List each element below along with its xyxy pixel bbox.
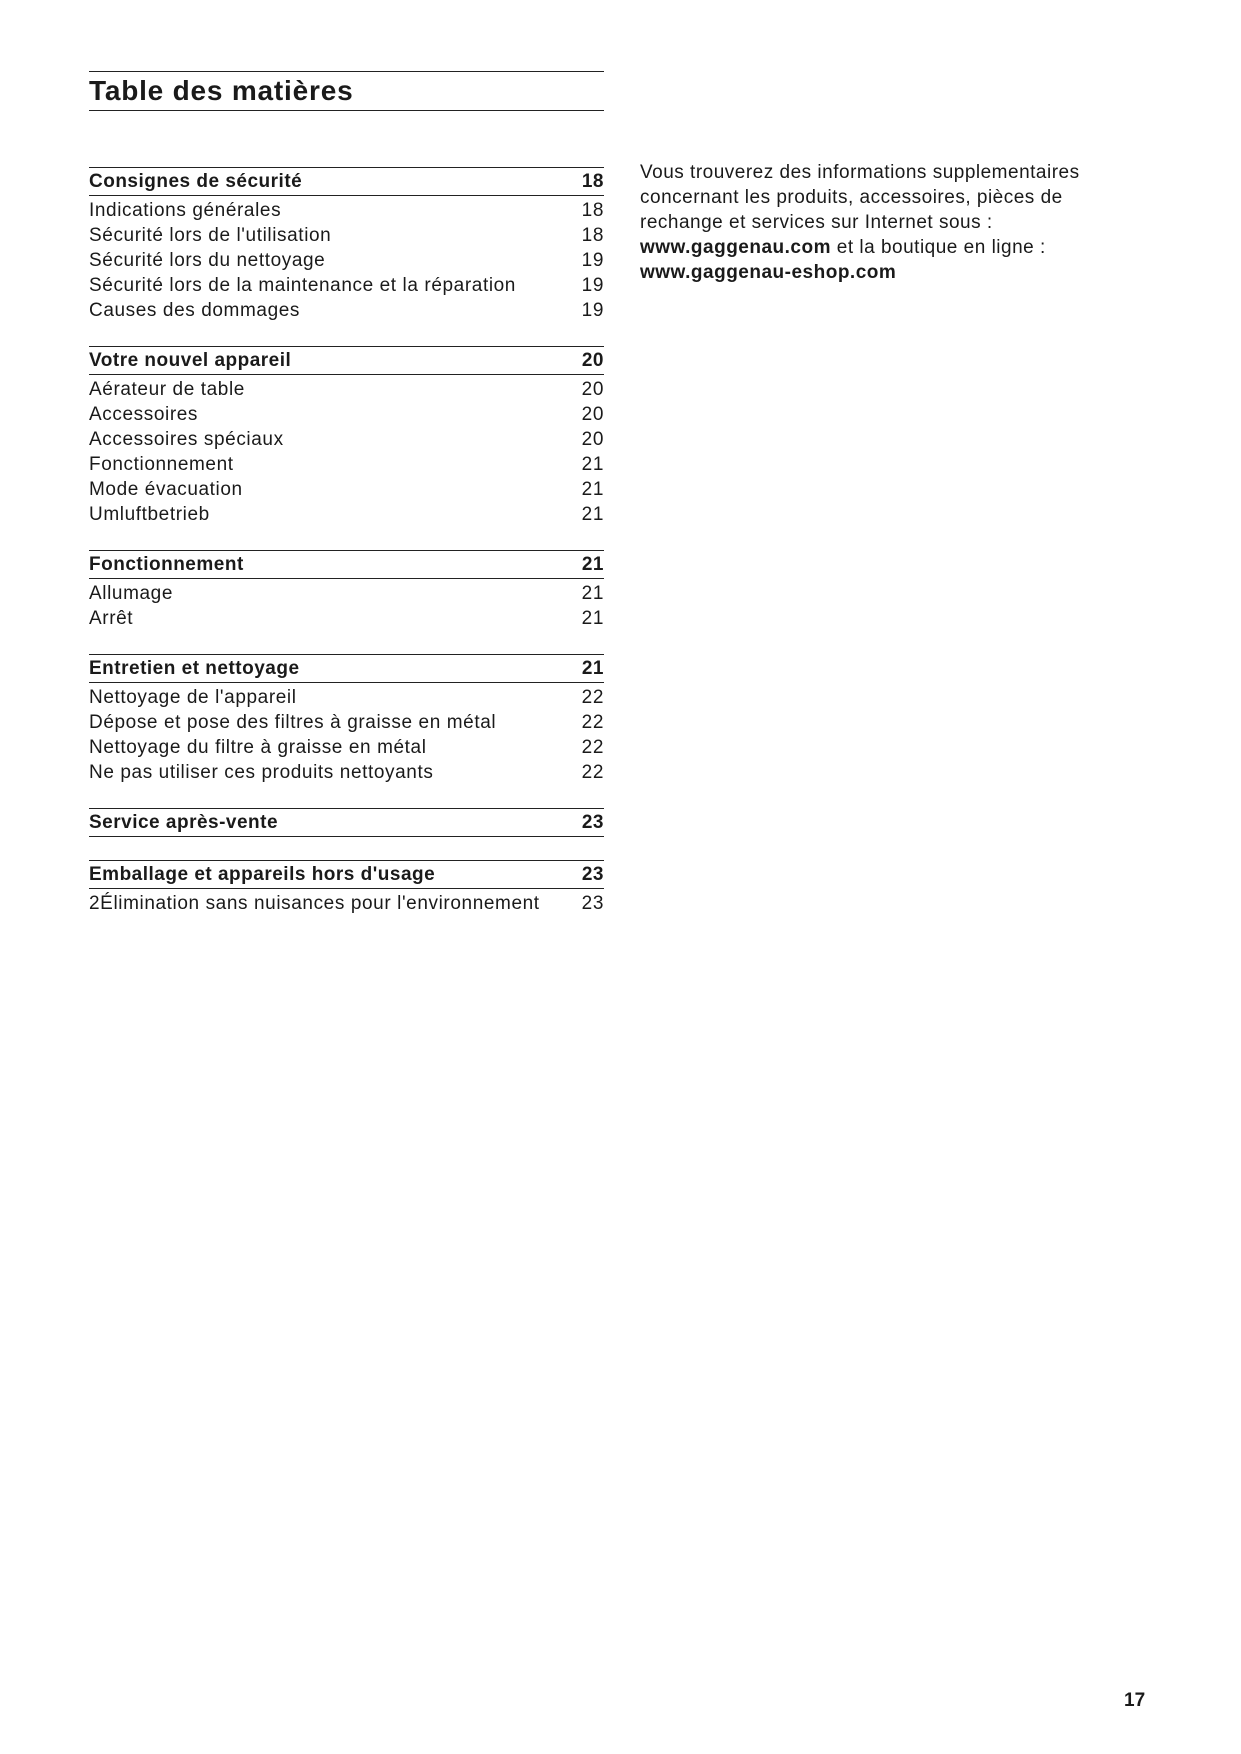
toc-entry-label: 2Élimination sans nuisances pour l'environnement — [89, 892, 540, 914]
toc-entry-label: Umluftbetrieb — [89, 503, 210, 525]
website-link[interactable]: www.gaggenau.com — [640, 237, 831, 258]
toc-section — [89, 654, 604, 785]
toc-entry-page: 21 — [581, 582, 604, 604]
toc-entry-label: Causes des dommages — [89, 299, 301, 321]
toc-entry-page: 21 — [581, 607, 604, 629]
toc-entry-page: 22 — [581, 711, 604, 733]
eshop-link[interactable]: www.gaggenau-eshop.com — [640, 262, 897, 283]
toc-entry[interactable] — [89, 402, 604, 427]
toc-entry-page: 18 — [581, 224, 604, 246]
toc-entry-label: Mode évacuation — [89, 478, 243, 500]
toc-section-heading[interactable] — [89, 654, 604, 683]
toc-entry-label: Allumage — [89, 582, 174, 604]
toc-heading-page: 23 — [581, 811, 604, 833]
toc-entry[interactable] — [89, 891, 604, 916]
toc-entry-page: 22 — [581, 761, 604, 783]
toc-entry-page: 22 — [581, 736, 604, 758]
toc-entry[interactable] — [89, 735, 604, 760]
toc-section-heading[interactable] — [89, 808, 604, 837]
toc-entry-page: 21 — [581, 478, 604, 500]
toc-heading-page: 21 — [581, 657, 604, 679]
page-title: Table des matières — [89, 75, 354, 106]
toc-entry-label: Fonctionnement — [89, 453, 234, 475]
title-block — [89, 71, 604, 111]
toc-entry[interactable] — [89, 685, 604, 710]
toc-heading-label: Fonctionnement — [89, 553, 244, 575]
toc-heading-page: 18 — [581, 170, 604, 192]
toc-entry-label: Nettoyage du filtre à graisse en métal — [89, 736, 427, 758]
toc-entry-page: 20 — [581, 403, 604, 425]
toc-entry[interactable] — [89, 452, 604, 477]
toc-entry[interactable] — [89, 427, 604, 452]
toc-entry-page: 23 — [581, 892, 604, 914]
toc-section-heading[interactable] — [89, 167, 604, 196]
table-of-contents — [89, 167, 604, 939]
info-intro: Vous trouverez des informations supplementaires concernant les produits, accessoires, pièces de rechange et services sur Internet sous : — [640, 162, 1080, 233]
toc-entry-label: Accessoires spéciaux — [89, 428, 284, 450]
toc-section — [89, 808, 604, 837]
toc-entry-label: Arrêt — [89, 607, 134, 629]
page-number: 17 — [1124, 1690, 1146, 1711]
toc-entry-label: Indications générales — [89, 199, 282, 221]
toc-entry[interactable] — [89, 298, 604, 323]
toc-entry-page: 21 — [581, 453, 604, 475]
toc-entry-label: Accessoires — [89, 403, 199, 425]
toc-entry-label: Sécurité lors de la maintenance et la réparation — [89, 274, 516, 296]
toc-entry-label: Sécurité lors du nettoyage — [89, 249, 326, 271]
toc-entry[interactable] — [89, 377, 604, 402]
info-text — [640, 160, 1140, 285]
toc-entry-page: 19 — [581, 299, 604, 321]
toc-entry-label: Nettoyage de l'appareil — [89, 686, 297, 708]
toc-entry-page: 19 — [581, 249, 604, 271]
toc-section — [89, 167, 604, 323]
toc-section-heading[interactable] — [89, 346, 604, 375]
toc-entry[interactable] — [89, 223, 604, 248]
toc-entry-label: Ne pas utiliser ces produits nettoyants — [89, 761, 434, 783]
toc-entry[interactable] — [89, 273, 604, 298]
toc-entry[interactable] — [89, 198, 604, 223]
toc-section-heading[interactable] — [89, 860, 604, 889]
toc-entry-label: Dépose et pose des filtres à graisse en métal — [89, 711, 497, 733]
toc-heading-page: 21 — [581, 553, 604, 575]
toc-entry-page: 20 — [581, 378, 604, 400]
toc-entry[interactable] — [89, 477, 604, 502]
toc-section — [89, 860, 604, 916]
toc-entry-label: Aérateur de table — [89, 378, 245, 400]
toc-section — [89, 346, 604, 527]
toc-heading-page: 23 — [581, 863, 604, 885]
toc-entry-page: 22 — [581, 686, 604, 708]
info-middle: et la boutique en ligne : — [831, 237, 1046, 258]
toc-entry[interactable] — [89, 502, 604, 527]
toc-heading-page: 20 — [581, 349, 604, 371]
toc-entry[interactable] — [89, 606, 604, 631]
toc-section-heading[interactable] — [89, 550, 604, 579]
toc-entry[interactable] — [89, 581, 604, 606]
toc-entry[interactable] — [89, 710, 604, 735]
toc-heading-label: Service après-vente — [89, 811, 279, 833]
toc-heading-label: Emballage et appareils hors d'usage — [89, 863, 436, 885]
toc-entry[interactable] — [89, 760, 604, 785]
toc-heading-label: Votre nouvel appareil — [89, 349, 292, 371]
toc-entry-page: 18 — [581, 199, 604, 221]
toc-entry-label: Sécurité lors de l'utilisation — [89, 224, 332, 246]
toc-heading-label: Consignes de sécurité — [89, 170, 303, 192]
toc-section — [89, 550, 604, 631]
toc-entry-page: 20 — [581, 428, 604, 450]
toc-entry-page: 19 — [581, 274, 604, 296]
toc-entry[interactable] — [89, 248, 604, 273]
toc-heading-label: Entretien et nettoyage — [89, 657, 300, 679]
toc-entry-page: 21 — [581, 503, 604, 525]
